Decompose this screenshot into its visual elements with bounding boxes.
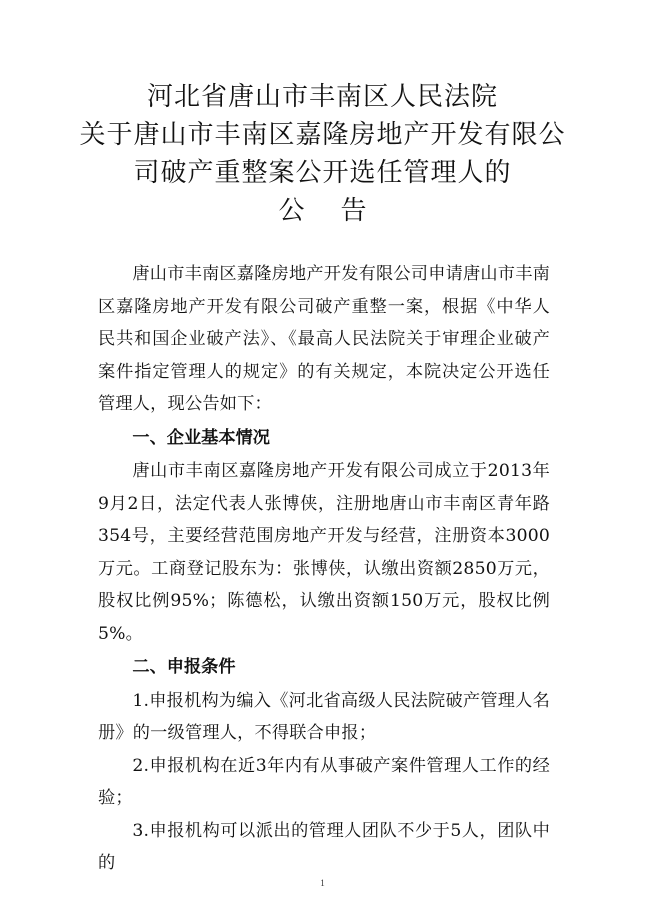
document-title	[0, 78, 645, 230]
title-line-announcement: 公告	[278, 196, 403, 226]
company-info-paragraph: 唐山市丰南区嘉隆房地产开发有限公司成立于2013年9月2日，法定代表人张博侠，注册地唐山市丰南区青年路354号，主要经营范围房地产开发与经营，注册资本3000万元。工商登记股东为：张博侠，认缴出资额2850万元，股权比例95%；陈德松，认缴出资额150万元，股权比例5%。	[98, 461, 550, 644]
section-heading-company-info: 一、企业基本情况	[132, 427, 270, 448]
requirement-item-3: 3.申报机构可以派出的管理人团队不少于5人，团队中的	[98, 820, 550, 873]
section-heading-requirements: 二、申报条件	[132, 657, 236, 677]
page-number: 1	[320, 878, 325, 888]
title-line-subject-2: 司破产重整案公开选任管理人的	[133, 158, 512, 188]
requirement-item-1: 1.申报机构为编入《河北省高级人民法院破产管理人名册》的一级管理人，不得联合申报；	[98, 690, 550, 743]
intro-paragraph: 唐山市丰南区嘉隆房地产开发有限公司申请唐山市丰南区嘉隆房地产开发有限公司破产重整一案，根据《中华人民共和国企业破产法》、《最高人民法院关于审理企业破产案件指定管理人的规定》的有关规定，本院决定公开选任管理人，现公告如下：	[98, 264, 550, 414]
title-line-subject-1: 关于唐山市丰南区嘉隆房地产开发有限公	[79, 120, 566, 150]
title-line-court: 河北省唐山市丰南区人民法院	[146, 82, 498, 112]
requirement-item-2: 2.申报机构在近3年内有从事破产案件管理人工作的经验；	[98, 755, 550, 808]
document-body	[98, 258, 550, 880]
